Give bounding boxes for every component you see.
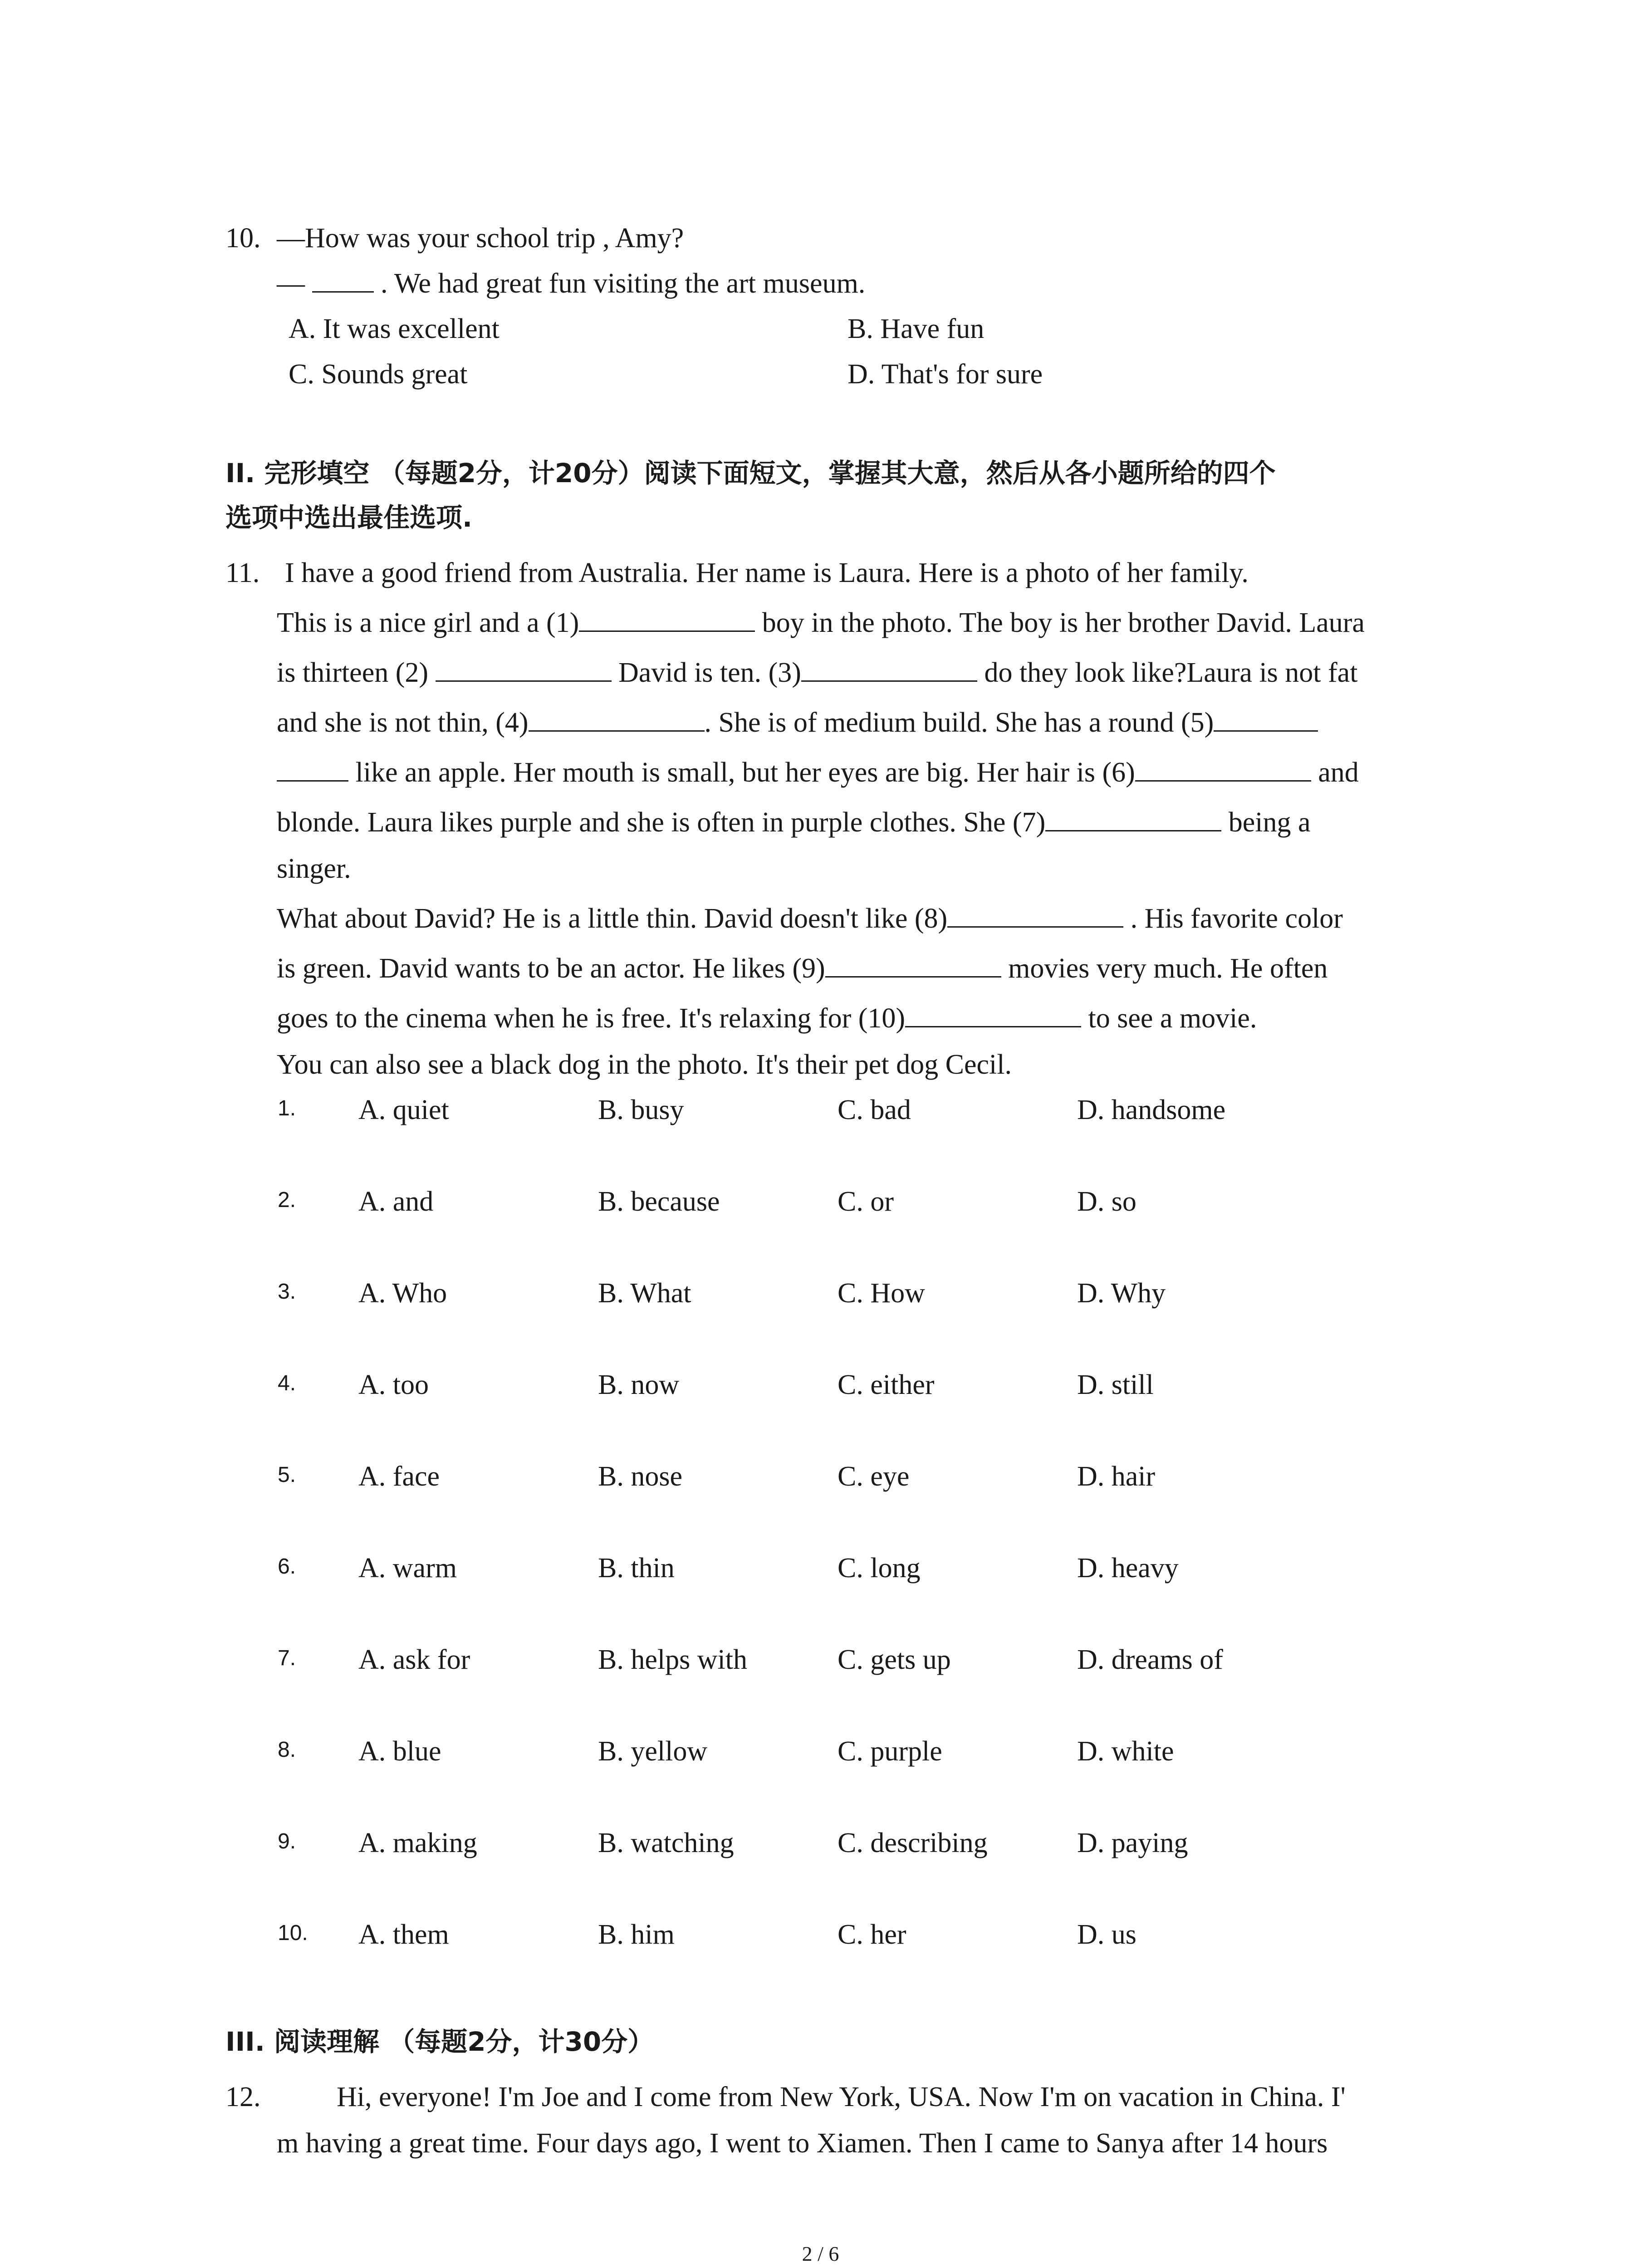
passage-line-7: singer. <box>277 853 351 884</box>
question-10-reply <box>277 269 865 298</box>
passage-line-3 <box>277 659 1357 687</box>
cloze-option-number: 8. <box>278 1738 296 1762</box>
blank-2 <box>436 660 612 682</box>
cloze-option-c: C. purple <box>838 1736 942 1767</box>
cloze-option-a: A. making <box>358 1828 477 1858</box>
passage-text: . His favorite color <box>1123 903 1343 934</box>
passage-text: is thirteen (2) <box>277 657 436 688</box>
cloze-option-number: 5. <box>278 1463 296 1487</box>
cloze-option-number: 10. <box>278 1921 308 1945</box>
cloze-option-b: B. busy <box>598 1095 684 1125</box>
cloze-option-a: A. them <box>358 1919 449 1950</box>
blank-1 <box>579 610 755 632</box>
cloze-option-c: C. or <box>838 1186 894 1217</box>
cloze-option-b: B. yellow <box>598 1736 708 1767</box>
cloze-option-b: B. What <box>598 1278 691 1309</box>
question-10-option-a: A. It was excellent <box>289 313 500 344</box>
cloze-option-a: A. ask for <box>358 1644 470 1675</box>
passage-line-4 <box>277 709 1318 737</box>
blank-5-part-1 <box>1214 709 1318 732</box>
passage-line-5 <box>277 758 1359 787</box>
cloze-option-c: C. describing <box>838 1828 988 1858</box>
cloze-option-c: C. How <box>838 1278 925 1309</box>
blank-7 <box>1045 809 1221 831</box>
passage-text: This is a nice girl and a (1) <box>277 607 579 638</box>
passage-text: movies very much. He often <box>1001 953 1328 984</box>
cloze-option-number: 7. <box>278 1646 296 1670</box>
passage-text: to see a movie. <box>1081 1003 1257 1034</box>
cloze-option-d: D. heavy <box>1077 1553 1179 1584</box>
cloze-option-b: B. nose <box>598 1461 682 1492</box>
cloze-option-d: D. paying <box>1077 1828 1188 1858</box>
page-number: 2 / 6 <box>802 2242 839 2265</box>
answer-blank <box>312 270 374 293</box>
cloze-option-c: C. eye <box>838 1461 910 1492</box>
passage-text: do they look like?Laura is not fat <box>977 657 1358 688</box>
cloze-option-b: B. now <box>598 1369 680 1400</box>
cloze-option-b: B. thin <box>598 1553 675 1584</box>
question-12-line-2: m having a great time. Four days ago, I went to Xiamen. Then I came to Sanya after 14 hours <box>277 2128 1328 2159</box>
passage-text: boy in the photo. The boy is her brother David. Laura <box>755 607 1365 638</box>
passage-text: and <box>1311 757 1359 788</box>
blank-8 <box>947 905 1123 928</box>
cloze-option-b: B. him <box>598 1919 675 1950</box>
passage-line-10 <box>277 1004 1257 1032</box>
passage-text: What about David? He is a little thin. David doesn't like (8) <box>277 903 948 934</box>
section-2-heading-line-2: 选项中选出最佳选项. <box>225 502 473 533</box>
cloze-option-number: 2. <box>278 1188 296 1212</box>
passage-text: goes to the cinema when he is free. It's relaxing for (10) <box>277 1003 906 1034</box>
cloze-option-c: C. her <box>838 1919 906 1950</box>
cloze-option-c: C. either <box>838 1369 935 1400</box>
cloze-option-a: A. warm <box>358 1553 457 1584</box>
cloze-option-number: 9. <box>278 1829 296 1853</box>
passage-text: being a <box>1221 807 1311 838</box>
passage-line-2 <box>277 609 1365 637</box>
cloze-option-a: A. and <box>358 1186 434 1217</box>
passage-text: is green. David wants to be an actor. He likes (9) <box>277 953 825 984</box>
cloze-option-d: D. white <box>1077 1736 1174 1767</box>
passage-line-1: I have a good friend from Australia. Her name is Laura. Here is a photo of her family. <box>285 557 1249 588</box>
cloze-option-c: C. long <box>838 1553 921 1584</box>
cloze-option-c: C. bad <box>838 1095 911 1125</box>
cloze-option-d: D. so <box>1077 1186 1136 1217</box>
passage-text: like an apple. Her mouth is small, but her eyes are big. Her hair is (6) <box>348 757 1135 788</box>
cloze-option-d: D. Why <box>1077 1278 1166 1309</box>
blank-4 <box>529 709 705 732</box>
blank-3 <box>801 660 977 682</box>
cloze-option-c: C. gets up <box>838 1644 951 1675</box>
passage-line-9 <box>277 954 1327 982</box>
passage-text: David is ten. (3) <box>611 657 801 688</box>
question-10-option-d: D. That's for sure <box>847 359 1043 390</box>
reply-text: . We had great fun visiting the art museum. <box>373 268 866 299</box>
cloze-option-d: D. still <box>1077 1369 1154 1400</box>
cloze-option-d: D. us <box>1077 1919 1136 1950</box>
question-10-stem: —How was your school trip , Amy? <box>277 223 684 254</box>
question-11-number: 11. <box>225 557 260 588</box>
cloze-option-d: D. handsome <box>1077 1095 1226 1125</box>
blank-10 <box>905 1005 1081 1027</box>
cloze-option-number: 6. <box>278 1554 296 1579</box>
passage-line-6 <box>277 808 1311 836</box>
cloze-option-b: B. helps with <box>598 1644 747 1675</box>
cloze-option-b: B. because <box>598 1186 720 1217</box>
cloze-option-b: B. watching <box>598 1828 734 1858</box>
cloze-option-a: A. blue <box>358 1736 441 1767</box>
cloze-option-a: A. too <box>358 1369 429 1400</box>
blank-5-part-2 <box>277 759 348 782</box>
cloze-option-number: 4. <box>278 1371 296 1395</box>
question-12-number: 12. <box>225 2082 261 2112</box>
cloze-option-a: A. quiet <box>358 1095 449 1125</box>
passage-text: . She is of medium build. She has a round (5) <box>704 707 1214 738</box>
reply-dash: — <box>277 268 305 299</box>
passage-text: blonde. Laura likes purple and she is often in purple clothes. She (7) <box>277 807 1046 838</box>
question-10-option-c: C. Sounds great <box>289 359 468 390</box>
passage-text: and she is not thin, (4) <box>277 707 529 738</box>
passage-line-8 <box>277 904 1343 933</box>
blank-9 <box>825 955 1001 978</box>
section-2-heading-line-1: II. 完形填空 （每题2分，计20分）阅读下面短文，掌握其大意，然后从各小题所给的四个 <box>225 458 1276 489</box>
cloze-option-number: 1. <box>278 1096 296 1120</box>
section-3-heading: III. 阅读理解 （每题2分，计30分） <box>225 2026 654 2057</box>
cloze-option-d: D. dreams of <box>1077 1644 1223 1675</box>
question-10-number: 10. <box>225 223 261 254</box>
passage-line-11: You can also see a black dog in the photo. It's their pet dog Cecil. <box>277 1049 1012 1080</box>
question-12-line-1: Hi, everyone! I'm Joe and I come from New York, USA. Now I'm on vacation in China. I' <box>337 2082 1346 2112</box>
blank-6 <box>1135 759 1311 782</box>
question-10-option-b: B. Have fun <box>847 313 985 344</box>
cloze-option-d: D. hair <box>1077 1461 1156 1492</box>
cloze-option-number: 3. <box>278 1280 296 1304</box>
cloze-option-a: A. face <box>358 1461 440 1492</box>
cloze-option-a: A. Who <box>358 1278 447 1309</box>
